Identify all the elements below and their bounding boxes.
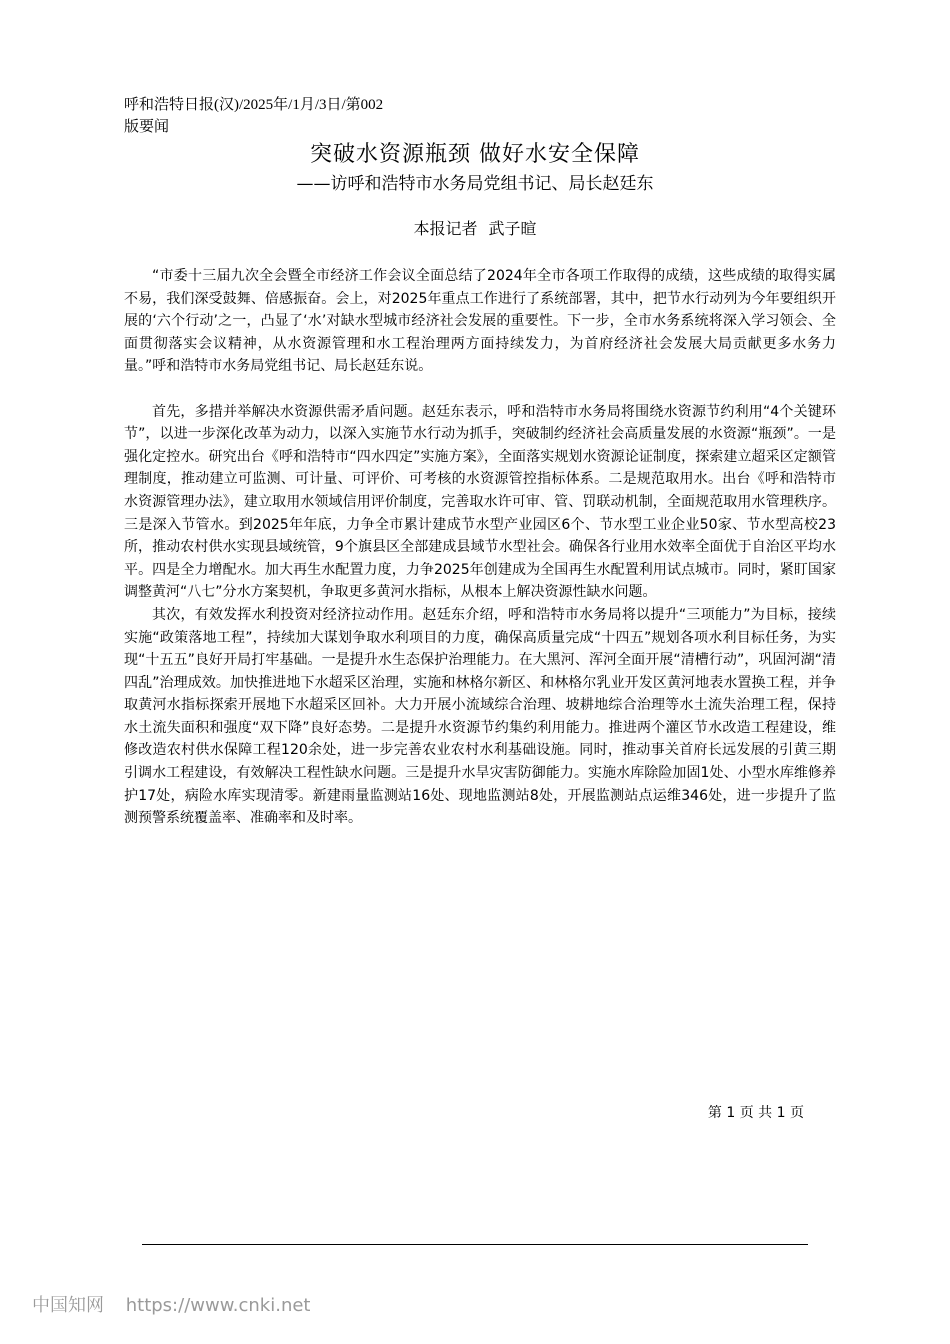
- source-line: 呼和浩特日报(汉)/2025年/1月/3日/第002: [124, 97, 384, 113]
- watermark-url: https://www.cnki.net: [125, 1295, 311, 1316]
- paragraph: “市委十三届九次全会暨全市经济工作会议全面总结了2024年全市各项工作取得的成绩，这些成绩的取得实属不易，我们深受鼓舞、倍感振奋。会上，对2025年重点工作进行了系统部署，其中，把节水行动列为今年要组织开展的‘六个行动’之一，凸显了‘水’对缺水型城市经济社会发展的重要性。下一步，全市水务系统将深入学习领会、全面贯彻落实会议精神，从水资源管理和水工程治理两方面持续发力，为首府经济社会发展大局贡献更多水务力量。”呼和浩特市水务局党组书记、局长赵廷东说。: [124, 268, 836, 375]
- article-author: 本报记者 武子暄: [413, 219, 537, 238]
- watermark-logo: 中国知网: [32, 1295, 104, 1316]
- page-number: 第 1 页 共 1 页: [707, 1105, 804, 1121]
- article-title: 突破水资源瓶颈 做好水安全保障: [310, 142, 640, 167]
- article-subtitle: ——访呼和浩特市水务局党组书记、局长赵廷东: [296, 174, 654, 194]
- publication-meta: [124, 94, 383, 138]
- section-line: 版要闻: [124, 119, 170, 135]
- paragraph: 首先，多措并举解决水资源供需矛盾问题。赵廷东表示，呼和浩特市水务局将围绕水资源节约利用“4个关键环节”，以进一步深化改革为动力，以深入实施节水行动为抓手，突破制约经济社会高质量发展的水资源“瓶颈”。一是强化定控水。研究出台《呼和浩特市“四水四定”实施方案》，全面落实规划水资源论证制度，探索建立超采区定额管理制度，推动建立可监测、可计量、可评价、可考核的水资源管控指标体系。二是规范取用水。出台《呼和浩特市水资源管理办法》，建立取用水领域信用评价制度，完善取水许可审、管、罚联动机制，全面规范取用水管理秩序。三是深入节管水。到2025年年底，力争全市累计建成节水型产业园区6个、节水型工业企业50家、节水型高校23所，推动农村供水实现县域统管，9个旗县区全部建成县域节水型社会。确保各行业用水效率全面优于自治区平均水平。四是全力增配水。加大再生水配置力度，力争2025年创建成为全国再生水配置利用试点城市。同时，紧盯国家调整黄河“八七”分水方案契机，争取更多黄河水指标，从根本上解决资源性缺水问题。: [124, 403, 836, 601]
- footer-divider: [142, 1244, 808, 1245]
- paragraph: 其次，有效发挥水利投资对经济拉动作用。赵廷东介绍，呼和浩特市水务局将以提升“三项能力”为目标，接续实施“政策落地工程”，持续加大谋划争取水利项目的力度，确保高质量完成“十四五”规划各项水利目标任务，为实现“十五五”良好开局打牢基础。一是提升水生态保护治理能力。在大黑河、浑河全面开展“清槽行动”，巩固河湖“清四乱”治理成效。加快推进地下水超采区治理，实施和林格尔新区、和林格尔乳业开发区黄河地表水置换工程，并争取黄河水指标探索开展地下水超采区回补。大力开展小流域综合治理、坡耕地综合治理等水土流失治理工程，保持水土流失面积和强度“双下降”良好态势。二是提升水资源节约集约利用能力。推进两个灌区节水改造工程建设，维修改造农村供水保障工程120余处，进一步完善农业农村水利基础设施。同时，推动事关首府长远发展的引黄三期引调水工程建设，有效解决工程性缺水问题。三是提升水旱灾害防御能力。实施水库除险加固1处、小型水库维修养护17处，病险水库实现清零。新建雨量监测站16处、现地监测站8处，开展监测站点运维346处，进一步提升了监测预警系统覆盖率、准确率和及时率。: [124, 606, 836, 827]
- article-body: [124, 265, 836, 830]
- cnki-watermark: [32, 1292, 310, 1320]
